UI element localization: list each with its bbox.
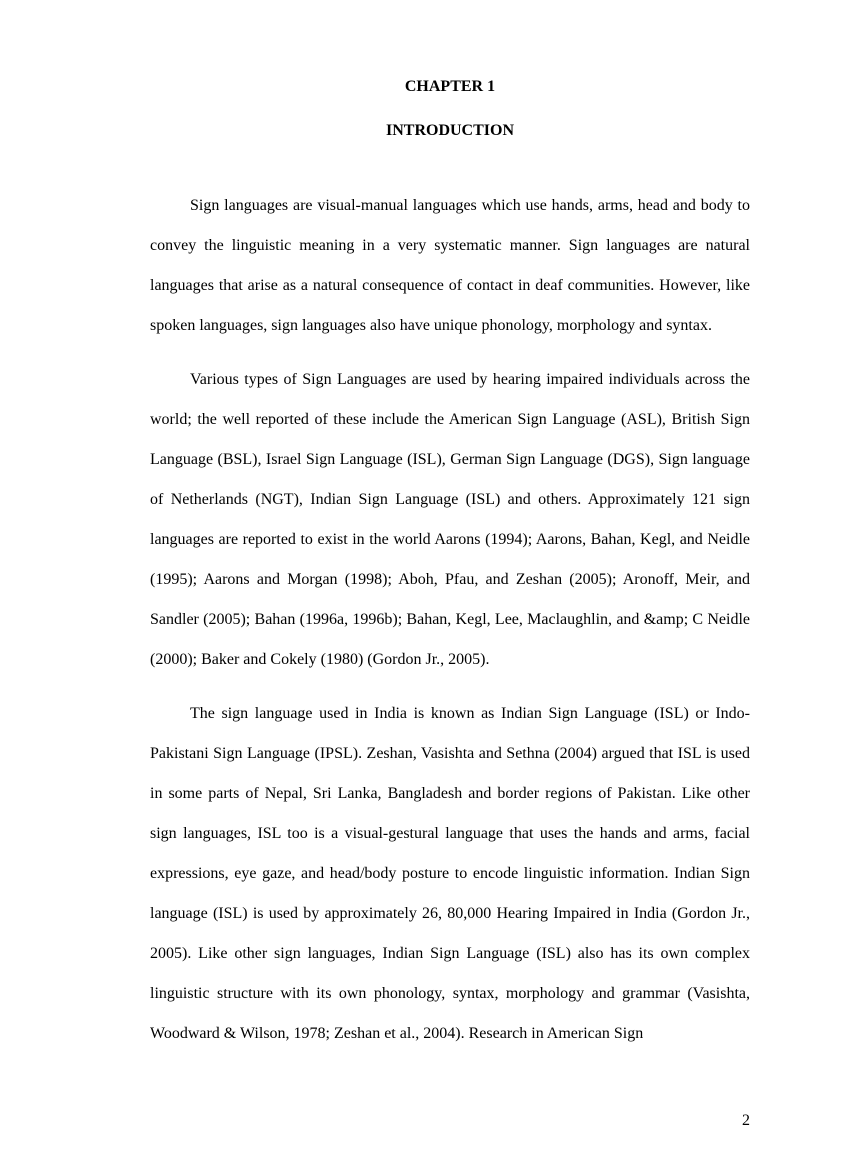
paragraph-sign-languages-definition: Sign languages are visual-manual languages which use hands, arms, head and body to convey the linguistic meaning in a very systematic manner. Sign languages are natural languages that arise as a natural consequence of contact in deaf communities. However, like spoken languages, sign languages also have unique phonology, morphology and syntax.	[150, 197, 750, 334]
body-text	[150, 186, 750, 1068]
chapter-title: INTRODUCTION	[385, 122, 514, 139]
page-number: 2	[742, 1112, 750, 1129]
chapter-number: CHAPTER 1	[404, 78, 496, 95]
paragraph-types-of-sign-languages: Various types of Sign Languages are used by hearing impaired individuals across the world; the well reported of these include the American Sign Language (ASL), British Sign Language (BSL), Israel Sign Language (ISL), German Sign Language (DGS), Sign language of Netherlands (NGT), Indian Sign Language (ISL) and others. Approximately 121 sign languages are reported to exist in the world Aarons (1994); Aarons, Bahan, Kegl, and Neidle (1995); Aarons and Morgan (1998); Aboh, Pfau, and Zeshan (2005); Aronoff, Meir, and Sandler (2005); Bahan (1996a, 1996b); Bahan, Kegl, Lee, Maclaughlin, and &amp; C Neidle (2000); Baker and Cokely (1980) (Gordon Jr., 2005).	[150, 371, 750, 668]
paragraph-indian-sign-language: The sign language used in India is known as Indian Sign Language (ISL) or Indo-Pakistani Sign Language (IPSL). Zeshan, Vasishta and Sethna (2004) argued that ISL is used in some parts of Nepal, Sri Lanka, Bangladesh and border regions of Pakistan. Like other sign languages, ISL too is a visual-gestural language that uses the hands and arms, facial expressions, eye gaze, and head/body posture to encode linguistic information. Indian Sign language (ISL) is used by approximately 26, 80,000 Hearing Impaired in India (Gordon Jr., 2005). Like other sign languages, Indian Sign Language (ISL) also has its own complex linguistic structure with its own phonology, syntax, morphology and grammar (Vasishta, Woodward & Wilson, 1978; Zeshan et al., 2004). Research in American Sign	[150, 705, 750, 1042]
